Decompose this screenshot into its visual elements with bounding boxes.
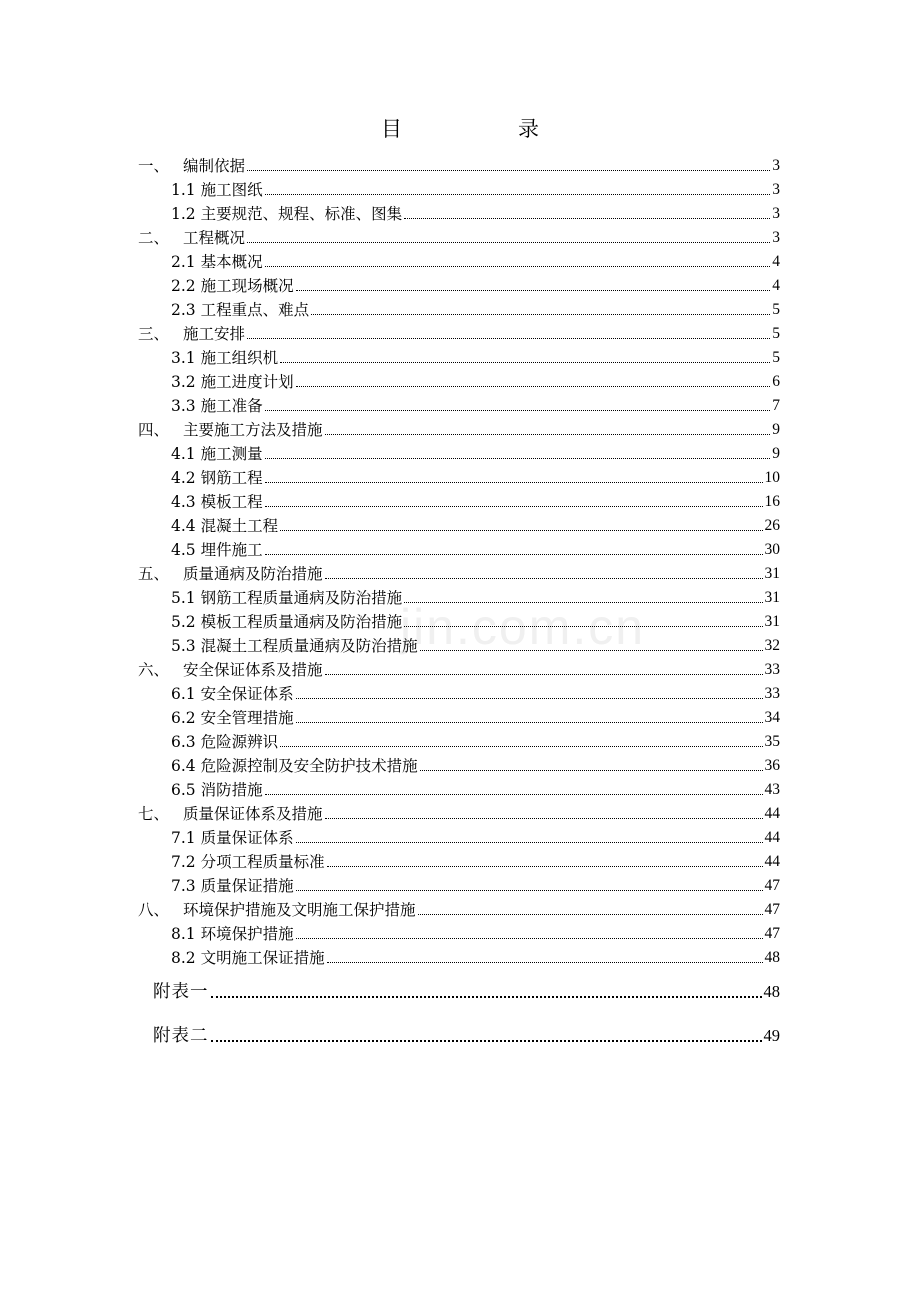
toc-entry-page: 4 xyxy=(772,253,780,270)
toc-entry-page: 31 xyxy=(764,613,780,630)
dot-leader xyxy=(280,745,762,747)
title-char-1: 目 xyxy=(381,117,402,141)
toc-entry-number: 五、 xyxy=(138,565,170,583)
dot-leader xyxy=(325,433,771,435)
toc-entry[interactable] xyxy=(171,512,780,536)
toc-entry[interactable] xyxy=(138,224,780,248)
toc-entry-page: 47 xyxy=(764,925,780,942)
toc-entry-page: 3 xyxy=(772,205,780,222)
toc-entry-label: 质量保证措施 xyxy=(200,877,294,895)
toc-entry-page: 4 xyxy=(772,277,780,294)
toc-entry[interactable] xyxy=(171,944,780,968)
toc-entry[interactable] xyxy=(171,464,780,488)
toc-entry-label: 模板工程 xyxy=(200,493,263,511)
toc-entry-label: 施工测量 xyxy=(200,445,263,463)
toc-entry[interactable] xyxy=(171,248,780,272)
toc-entry-number: 5.3 xyxy=(171,637,201,655)
toc-entry[interactable] xyxy=(171,920,780,944)
dot-leader xyxy=(296,937,763,939)
toc-entry[interactable] xyxy=(171,824,780,848)
toc-entry-page: 9 xyxy=(772,421,780,438)
toc-entry-page: 5 xyxy=(772,325,780,342)
toc-entry-page: 36 xyxy=(764,757,780,774)
toc-entry-label: 埋件施工 xyxy=(200,541,263,559)
toc-entry[interactable] xyxy=(138,152,780,176)
dot-leader xyxy=(311,313,770,315)
toc-entry-number: 2.1 xyxy=(171,253,201,271)
toc-entry-number: 1.1 xyxy=(171,181,201,199)
toc-entry-number: 1.2 xyxy=(171,205,201,223)
toc-entry-label: 混凝土工程质量通病及防治措施 xyxy=(200,637,418,655)
toc-entry-number: 7.1 xyxy=(171,829,201,847)
toc-entry-label: 主要规范、规程、标准、图集 xyxy=(200,205,403,223)
toc-entry-page: 34 xyxy=(764,709,780,726)
dot-leader xyxy=(296,697,763,699)
toc-entry-label: 工程重点、难点 xyxy=(200,301,310,319)
toc-entry-label: 施工准备 xyxy=(200,397,263,415)
toc-entry-page: 5 xyxy=(772,301,780,318)
toc-entry[interactable] xyxy=(171,632,780,656)
dot-leader xyxy=(247,169,770,171)
toc-entry[interactable] xyxy=(171,392,780,416)
dot-leader xyxy=(325,817,763,819)
dot-leader xyxy=(247,241,770,243)
toc-entry-page: 6 xyxy=(772,373,780,390)
toc-entry[interactable] xyxy=(171,368,780,392)
toc-entry-number: 3.2 xyxy=(171,373,201,391)
toc-entry-page: 44 xyxy=(764,829,780,846)
toc-entry-page: 31 xyxy=(764,589,780,606)
toc-entry-number: 5.2 xyxy=(171,613,201,631)
toc-entry-label: 环境保护措施及文明施工保护措施 xyxy=(183,901,416,919)
toc-entry[interactable] xyxy=(171,296,780,320)
dot-leader xyxy=(265,505,763,507)
toc-entry-label: 编制依据 xyxy=(183,157,246,175)
toc-entry-number: 5.1 xyxy=(171,589,201,607)
toc-entry-label: 施工组织机 xyxy=(200,349,279,367)
toc-entry[interactable] xyxy=(171,752,780,776)
toc-entry-label: 模板工程质量通病及防治措施 xyxy=(200,613,403,631)
dot-leader xyxy=(265,553,763,555)
watermark: jin.com.cn xyxy=(400,599,646,655)
toc-entry-number: 6.5 xyxy=(171,781,201,799)
toc-entry-number: 6.3 xyxy=(171,733,201,751)
toc-entry-number: 2.3 xyxy=(171,301,201,319)
toc-entry-number: 三、 xyxy=(138,325,170,343)
dot-leader xyxy=(280,529,762,531)
toc-entry-number: 七、 xyxy=(138,805,170,823)
toc-entry-number: 4.3 xyxy=(171,493,201,511)
toc-entry[interactable] xyxy=(171,488,780,512)
toc-entry-number: 4.2 xyxy=(171,469,201,487)
dot-leader xyxy=(325,673,763,675)
toc-entry-page: 5 xyxy=(772,349,780,366)
toc-entry[interactable] xyxy=(171,200,780,224)
toc-entry-page: 7 xyxy=(772,397,780,414)
toc-entry[interactable] xyxy=(138,560,780,584)
toc-entry-number: 7.3 xyxy=(171,877,201,895)
toc-entry-label: 混凝土工程 xyxy=(200,517,279,535)
dot-leader xyxy=(296,289,771,291)
toc-entry[interactable] xyxy=(171,776,780,800)
toc-entry-label: 消防措施 xyxy=(200,781,263,799)
toc-entry[interactable] xyxy=(171,848,780,872)
toc-entry[interactable] xyxy=(138,416,780,440)
toc-entry[interactable] xyxy=(171,440,780,464)
toc-entry-page: 16 xyxy=(764,493,780,510)
dot-leader xyxy=(265,793,763,795)
toc-entry-number: 4.1 xyxy=(171,445,201,463)
toc-entry-page: 3 xyxy=(772,181,780,198)
toc-entry[interactable] xyxy=(171,704,780,728)
toc-entry-label: 钢筋工程质量通病及防治措施 xyxy=(200,589,403,607)
toc-entry-label: 钢筋工程 xyxy=(200,469,263,487)
dot-leader xyxy=(265,265,771,267)
toc-entry-label: 文明施工保证措施 xyxy=(200,949,325,967)
toc-entry-label: 危险源控制及安全防护技术措施 xyxy=(200,757,418,775)
toc-entry-label: 安全管理措施 xyxy=(200,709,294,727)
toc-entry-number: 一、 xyxy=(138,157,170,175)
toc-entry-number: 7.2 xyxy=(171,853,201,871)
title-char-2: 录 xyxy=(518,117,539,141)
dot-leader xyxy=(211,1039,762,1042)
toc-entry-number: 8.2 xyxy=(171,949,201,967)
toc-entry-page: 33 xyxy=(764,661,780,678)
toc-entry[interactable] xyxy=(138,800,780,824)
dot-leader xyxy=(327,961,763,963)
toc-entry-page: 32 xyxy=(764,637,780,654)
toc-entry-page: 47 xyxy=(764,877,780,894)
dot-leader xyxy=(404,625,762,627)
toc-entry-page: 48 xyxy=(764,949,780,966)
toc-entry[interactable] xyxy=(171,176,780,200)
dot-leader xyxy=(420,649,763,651)
toc-entry-number: 4.4 xyxy=(171,517,201,535)
toc-entry[interactable] xyxy=(171,680,780,704)
dot-leader xyxy=(420,769,763,771)
toc-entry-label: 施工现场概况 xyxy=(200,277,294,295)
toc-entry-page: 9 xyxy=(772,445,780,462)
toc-entry-page: 26 xyxy=(764,517,780,534)
dot-leader xyxy=(211,995,762,998)
page-title xyxy=(0,114,920,144)
dot-leader xyxy=(265,409,771,411)
toc-entry[interactable] xyxy=(171,536,780,560)
toc-entry-label: 危险源辨识 xyxy=(200,733,279,751)
dot-leader xyxy=(325,577,763,579)
dot-leader xyxy=(247,337,770,339)
dot-leader xyxy=(296,721,763,723)
toc-entry-label: 工程概况 xyxy=(183,229,246,247)
toc-entry-number: 四、 xyxy=(138,421,170,439)
toc-entry-number: 8.1 xyxy=(171,925,201,943)
toc-entry-page: 33 xyxy=(764,685,780,702)
toc-entry-number: 3.1 xyxy=(171,349,201,367)
toc-entry[interactable] xyxy=(138,320,780,344)
toc-entry-label: 质量保证体系及措施 xyxy=(183,805,323,823)
toc-entry-page: 47 xyxy=(764,901,780,918)
toc-entry-label: 质量保证体系 xyxy=(200,829,294,847)
toc-entry-label: 质量通病及防治措施 xyxy=(183,565,323,583)
dot-leader xyxy=(418,913,763,915)
toc-entry[interactable] xyxy=(138,896,780,920)
toc-entry[interactable] xyxy=(171,728,780,752)
toc-entry-label: 施工图纸 xyxy=(200,181,263,199)
dot-leader xyxy=(265,193,771,195)
toc-entry-number: 6.2 xyxy=(171,709,201,727)
toc-entry-page: 10 xyxy=(764,469,780,486)
toc-entry-number: 2.2 xyxy=(171,277,201,295)
toc-entry-label: 主要施工方法及措施 xyxy=(183,421,323,439)
dot-leader xyxy=(404,217,770,219)
toc-entry-label: 安全保证体系及措施 xyxy=(183,661,323,679)
toc-entry-page: 43 xyxy=(764,781,780,798)
dot-leader xyxy=(265,457,771,459)
dot-leader xyxy=(296,385,771,387)
toc-entry[interactable] xyxy=(171,872,780,896)
toc-entry-page: 30 xyxy=(764,541,780,558)
toc-entry-number: 八、 xyxy=(138,901,170,919)
toc-entry-appendix[interactable] xyxy=(153,974,780,1002)
toc-entry[interactable] xyxy=(171,344,780,368)
toc-entry-label: 基本概况 xyxy=(200,253,263,271)
dot-leader xyxy=(265,481,763,483)
dot-leader xyxy=(296,889,763,891)
toc-entry-page: 49 xyxy=(763,1026,780,1045)
toc-entry-label: 附表一 xyxy=(153,982,209,1002)
dot-leader xyxy=(280,361,770,363)
dot-leader xyxy=(404,601,762,603)
toc-entry-page: 44 xyxy=(764,853,780,870)
toc-entry[interactable] xyxy=(171,272,780,296)
toc-entry-label: 附表二 xyxy=(153,1026,209,1046)
toc-entry-appendix[interactable] xyxy=(153,1018,780,1046)
toc-entry-number: 6.1 xyxy=(171,685,201,703)
toc-entry[interactable] xyxy=(138,656,780,680)
toc-entry-label: 环境保护措施 xyxy=(200,925,294,943)
toc-entry-number: 6.4 xyxy=(171,757,201,775)
toc-entry-label: 施工安排 xyxy=(183,325,246,343)
toc-entry-page: 48 xyxy=(763,982,780,1001)
toc-entry-number: 4.5 xyxy=(171,541,201,559)
toc-entry[interactable] xyxy=(171,584,780,608)
dot-leader xyxy=(327,865,763,867)
toc-entry-number: 3.3 xyxy=(171,397,201,415)
toc-entry[interactable] xyxy=(171,608,780,632)
toc-entry-label: 施工进度计划 xyxy=(200,373,294,391)
toc-entry-page: 44 xyxy=(764,805,780,822)
toc-entry-label: 安全保证体系 xyxy=(200,685,294,703)
toc-entry-number: 二、 xyxy=(138,229,170,247)
toc-entry-page: 3 xyxy=(772,157,780,174)
toc-entry-label: 分项工程质量标准 xyxy=(200,853,325,871)
dot-leader xyxy=(296,841,763,843)
toc-entry-page: 35 xyxy=(764,733,780,750)
toc-entry-page: 31 xyxy=(764,565,780,582)
toc-entry-number: 六、 xyxy=(138,661,170,679)
toc-entry-page: 3 xyxy=(772,229,780,246)
